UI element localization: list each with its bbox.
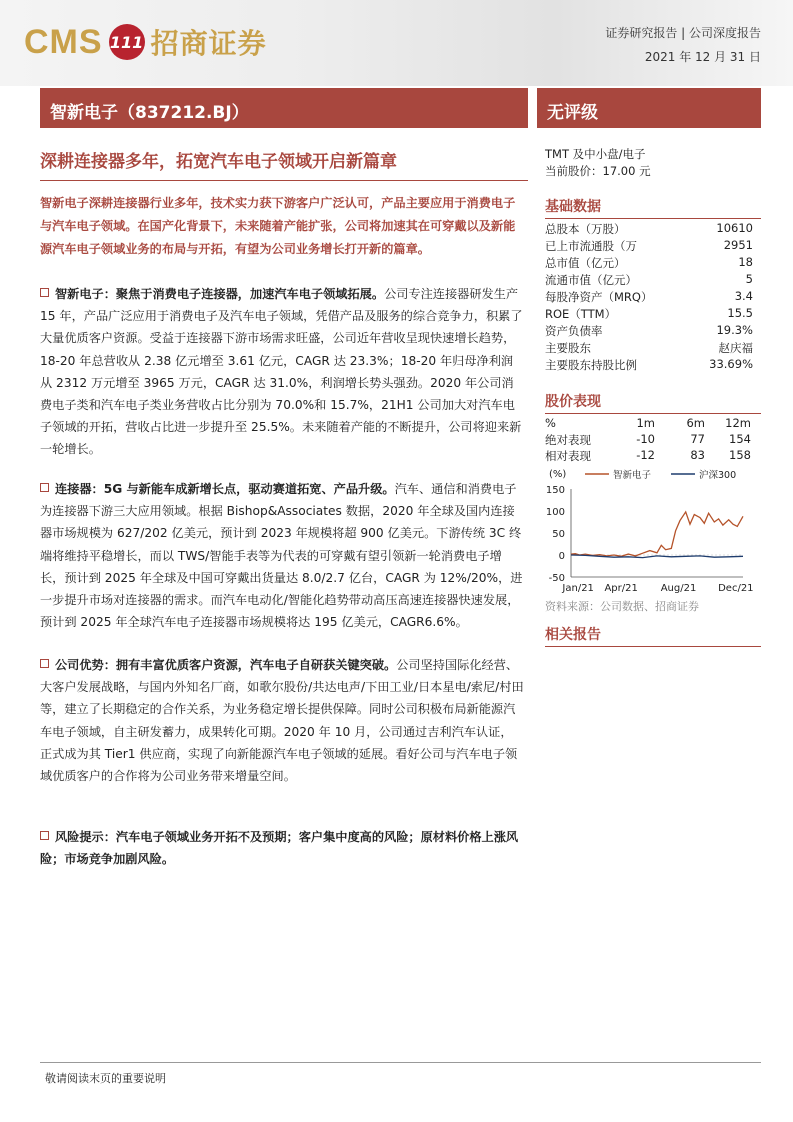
related-reports-heading: 相关报告 — [545, 627, 601, 643]
basic-data-value: 10610 — [716, 221, 753, 235]
logo-latin: CMS — [24, 22, 103, 61]
basic-data-heading: 基础数据 — [545, 199, 601, 215]
basic-data-value: 赵庆福 — [718, 341, 753, 355]
current-price: 当前股价：17.00 元 — [545, 164, 651, 178]
report-date: 2021 年 12 月 31 日 — [644, 50, 761, 64]
basic-data-label: 流通市值（亿元） — [545, 273, 637, 287]
bullet-heading: 连接器：5G 与新能车成新增长点，驱动赛道拓宽、产品升级。 — [55, 482, 395, 496]
chart-legend-label: 沪深300 — [699, 470, 737, 481]
basic-data-label: 主要股东 — [545, 341, 591, 355]
perf-cell: 154 — [729, 432, 751, 446]
basic-data-label: 资产负债率 — [545, 324, 603, 338]
basic-data-value: 18 — [738, 255, 753, 269]
bullet-square-icon — [40, 831, 49, 840]
rating-bar — [537, 88, 761, 128]
chart-ytick-label: 150 — [545, 485, 565, 496]
basic-data-label: 主要股东持股比例 — [545, 358, 637, 372]
bullet-risk — [40, 826, 524, 870]
performance-row — [545, 432, 753, 448]
basic-data-row — [545, 306, 753, 323]
chart-xtick-label: Dec/21 — [718, 583, 754, 594]
basic-data-label: 总股本（万股） — [545, 222, 626, 236]
basic-data-value: 19.3% — [716, 323, 753, 337]
basic-data-label: ROE（TTM） — [545, 307, 617, 321]
bullet-heading: 智新电子：聚焦于消费电子连接器，加速汽车电子领域拓展。 — [55, 287, 385, 301]
performance-row — [545, 448, 753, 464]
bullet-heading: 公司优势：拥有丰富优质客户资源，汽车电子自研获关键突破。 — [55, 658, 397, 672]
chart-ytick-label: -50 — [548, 573, 565, 584]
logo-chinese: 招商证券 — [150, 27, 267, 60]
basic-data-row — [545, 238, 753, 255]
bullet-connector — [40, 478, 524, 633]
basic-data-value: 3.4 — [734, 289, 753, 303]
perf-cell: 77 — [690, 432, 705, 446]
bullet-body: 汽车、通信和消费电子为连接器下游三大应用领域。根据 Bishop&Associates 数据，2020 年全球及国内连接器市场规模为 627/202 亿美元，预计到 2023 年规模将超 900 亿美元。下游传统 3C 终端将维持平稳增长，而以 TWS/智能手表等为代表的可穿戴有望引领新一轮消费电子增长，预计到 2025 年全球及中国可穿戴出货量达 8.0/2.7 亿台，CAGR 为 12%/20%，进一步提升市场对连接器的需求。而汽车电动化/智能化趋势带动高压高速连接器快速发展，预计到 2025 年全球汽车电子连接器市场规模将达 195 亿美元，CAGR6.6%。 — [40, 482, 523, 630]
related-reports-divider — [545, 646, 761, 647]
sector-label: TMT 及中小盘/电子 — [545, 147, 646, 161]
cms-logo — [24, 20, 267, 64]
bullet-square-icon — [40, 659, 49, 668]
chart-ytick-label: 0 — [558, 551, 565, 562]
basic-data-row — [545, 340, 753, 357]
basic-data-divider — [545, 218, 761, 219]
headline-divider — [40, 180, 528, 181]
chart-source: 资料来源：公司数据、招商证券 — [545, 600, 699, 613]
headline: 深耕连接器多年，拓宽汽车电子领域开启新篇章 — [40, 152, 397, 172]
bullet-square-icon — [40, 288, 49, 297]
bullet-body: 公司专注连接器研发生产 15 年，产品广泛应用于消费电子及汽车电子领域，凭借产品及服务的综合竞争力，积累了大量优质客户资源。受益于连接器下游市场需求旺盛，公司近年营收呈现快速增长趋势，18-20 年总营收从 2.38 亿元增至 3.61 亿元，CAGR 达 23.3%；18-20 年归母净利润从 2312 万元增至 3965 万元，CAGR 达 31.0%，利润增长势头强劲。2020 年公司消费电子类和汽车电子类业务营收占比分别为 70.0%和 15.7%，21H1 公司加大对汽车电子领域的开拓，营收占比进一步提升至 25.5%。未来随着产能的不断提升，公司将迎来新一轮增长。 — [40, 287, 523, 457]
price-performance-heading: 股价表现 — [545, 394, 601, 410]
perf-header-cell: 1m — [636, 416, 655, 430]
perf-header-cell: % — [545, 416, 556, 430]
chart-legend-label: 智新电子 — [613, 470, 652, 481]
basic-data-row — [545, 255, 753, 272]
perf-cell: -10 — [636, 432, 655, 446]
perf-header-cell: 12m — [725, 416, 751, 430]
summary-paragraph: 智新电子深耕连接器行业多年，技术实力获下游客户广泛认可，产品主要应用于消费电子与汽车电子领域。在国产化背景下，未来随着产能扩张，公司将加速其在可穿戴以及新能源汽车电子领域业务的布局与开拓，有望为公司业务增长打开新的篇章。 — [40, 196, 516, 256]
company-title-bar — [40, 88, 528, 128]
logo-badge-icon: 111 — [109, 24, 145, 60]
bullet-body: 公司坚持国际化经营、大客户发展战略，与国内外知名厂商，如歌尔股份/共达电声/下田工业/日本星电/索尼/村田等，建立了长期稳定的合作关系，为业务稳定增长提供保障。同时公司积极布局新能源汽车电子领域，自主研发蓄力，成果转化可期。2020 年 10 月，公司通过吉利汽车认证，正式成为其 Tier1 供应商，实现了向新能源汽车电子领域的延展。看好公司与汽车电子领域优质客户的合作将为公司业务带来增量空间。 — [40, 658, 524, 784]
chart-ylabel: (%) — [549, 469, 567, 480]
report-type: 证券研究报告 | 公司深度报告 — [605, 26, 761, 40]
rating-label: 无评级 — [547, 103, 598, 123]
basic-data-row — [545, 289, 753, 306]
chart-xtick-label: Jan/21 — [562, 583, 594, 594]
perf-cell: 绝对表现 — [545, 433, 591, 447]
perf-cell: 158 — [729, 448, 751, 462]
basic-data-label: 每股净资产（MRQ） — [545, 290, 653, 304]
bullet-company — [40, 283, 524, 461]
bullet-square-icon — [40, 483, 49, 492]
performance-header-row — [545, 416, 753, 432]
footer-note: 敬请阅读末页的重要说明 — [45, 1072, 166, 1085]
price-chart — [543, 465, 755, 597]
perf-cell: 83 — [690, 448, 705, 462]
basic-data-value: 15.5 — [727, 306, 753, 320]
perf-header-cell: 6m — [686, 416, 705, 430]
perf-cell: -12 — [636, 448, 655, 462]
bullet-advantage — [40, 654, 524, 787]
basic-data-row — [545, 323, 753, 340]
company-name: 智新电子（837212.BJ） — [50, 103, 249, 123]
chart-ytick-label: 50 — [552, 529, 565, 540]
basic-data-value: 2951 — [723, 238, 753, 252]
perf-cell: 相对表现 — [545, 449, 591, 463]
basic-data-row — [545, 272, 753, 289]
basic-data-value: 33.69% — [709, 357, 753, 371]
footer-divider — [40, 1062, 761, 1063]
basic-data-value: 5 — [745, 272, 753, 286]
basic-data-row — [545, 221, 753, 238]
basic-data-label: 总市值（亿元） — [545, 256, 626, 270]
chart-series-line — [571, 512, 743, 556]
chart-xtick-label: Aug/21 — [660, 583, 697, 594]
chart-xtick-label: Apr/21 — [604, 583, 638, 594]
price-performance-divider — [545, 413, 761, 414]
basic-data-label: 已上市流通股（万 — [545, 239, 637, 253]
bullet-heading: 风险提示：汽车电子领域业务开拓不及预期；客户集中度高的风险；原材料价格上涨风险；市场竞争加剧风险。 — [40, 830, 519, 867]
basic-data-row — [545, 357, 753, 374]
chart-ytick-label: 100 — [545, 507, 565, 518]
